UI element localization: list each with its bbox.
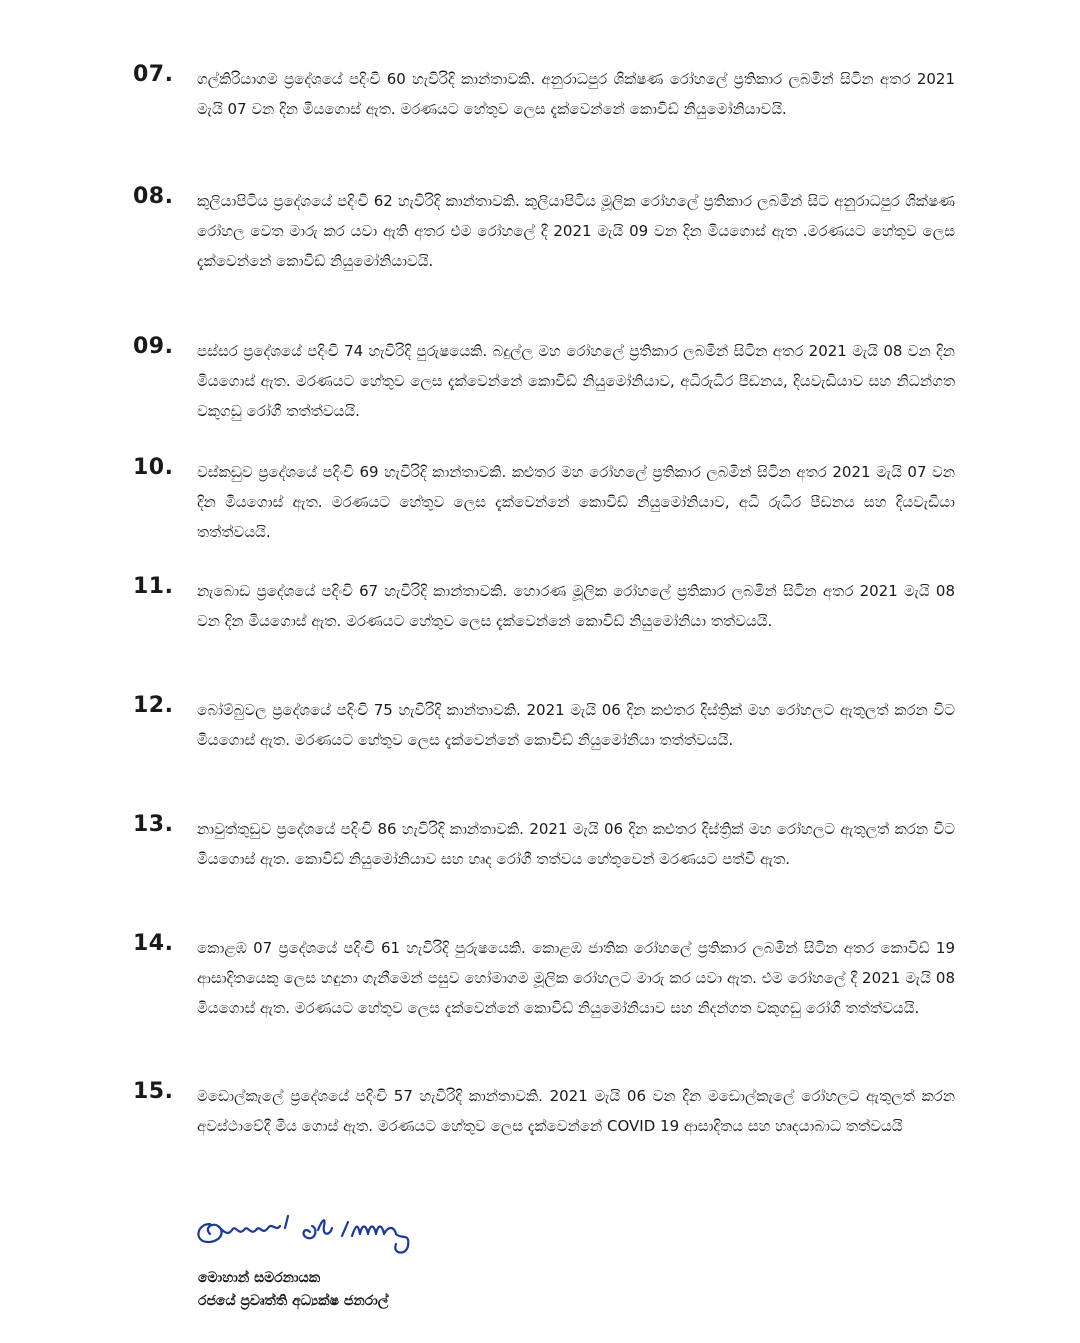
item-text: ගල්කිරියාගම ප්‍රදේශයේ පදිංචි 60 හැවිරිදි කාන්තාවකි. අනුරාධපුර ශික්ෂණ රෝහලේ ප්‍රතිකාර ලබමින් සිටින අතර 2021 මැයි 07 වන දින මියගොස් ඇත. මරණයට හේතුව ලෙස දැක්වෙන්නේ කොවිඩ් නියුමෝනියාවයි. <box>197 70 955 118</box>
item-number: 14. <box>133 931 174 956</box>
item-text: පස්සර ප්‍රදේශයේ පදිංචි 74 හැවිරිදි පුරුෂයෙකි. බදුල්ල මහ රෝහලේ ප්‍රතිකාර ලබමින් සිටින අතර 2021 මැයි 08 වන දින මියගොස් ඇත. මරණයට හේතුව ලෙස දැක්වෙන්නේ කොවිඩ් නියුමෝනියාව, අධිරුධිර පීඩනය, දියවැඩියාව සහ නිධන්ගත වකුගඩු රෝගී තත්ත්වයයි. <box>197 342 955 420</box>
signatory-name: මොහාන් සමරනායක <box>198 1270 321 1286</box>
item-number: 15. <box>133 1079 174 1104</box>
item-text: බෝම්බුවල ප්‍රදේශයේ පදිංචි 75 හැවිරිදි කාන්තාවකි. 2021 මැයි 06 දින කළුතර දිස්ත්‍රික් මහ රෝහලට ඇතුලත් කරන විට මියගොස් ඇත. මරණයට හේතුව ලෙස දැක්වෙන්නේ කොවිඩ් නියුමෝනියා තත්ත්වයයි. <box>197 701 955 749</box>
item-number: 07. <box>133 62 174 87</box>
item-text: වස්කඩුව ප්‍රදේශයේ පදිංචි 69 හැවිරිදි කාන්තාවකි. කළුතර මහ රෝහලේ ප්‍රතිකාර ලබමින් සිටින අතර 2021 මැයි 07 වන දින මියගොස් ඇත. මරණයට හේතුව ලෙස දැක්වෙන්නේ කොවිඩ් නියුමෝනියාව, අධි රුධිර පීඩනය සහ දියවැඩියා තත්ත්වයයි. <box>197 463 955 541</box>
item-text: නාවුත්තුඩුව ප්‍රදේශයේ පදිංචි 86 හැවිරිදි කාන්තාවකි. 2021 මැයි 06 දින කළුතර දිස්ත්‍රික් මහ රෝහලට ඇතුලත් කරන විට මියගොස් ඇත. කොවිඩ් නියුමෝනියාව සහ හෘද රෝගී තත්වය හේතුවෙන් මරණයට පත්වී ඇත. <box>197 820 955 868</box>
item-number: 08. <box>133 184 174 209</box>
item-text: කොළඹ 07 ප්‍රදේශයේ පදිංචි 61 හැවිරිදි පුරුෂයෙකි. කොළඹ ජාතික රෝහලේ ප්‍රතිකාර ලබමින් සිටින අතර කොවිඩ් 19 ආසාදිතයෙකු ලෙස හඳුනා ගැනීමෙන් පසුව හෝමාගම මූලික රෝහලට මාරු කර යවා ඇත. එම රෝහලේ දී 2021 මැයි 08 මියගොස් ඇත. මරණයට හේතුව ලෙස දැක්වෙන්නේ කොවිඩ් නියුමෝනියාව සහ නිදන්ගත වකුගඩු රෝගී තත්ත්වයයි. <box>197 939 955 1017</box>
item-number: 11. <box>133 574 174 599</box>
item-number: 09. <box>133 334 174 359</box>
item-text: කුලියාපිටිය ප්‍රදේශයේ පදිංචි 62 හැවිරිදි කාන්තාවකි. කුලියාපිටිය මූලික රෝහලේ ප්‍රතිකාර ලබමින් සිට අනුරාධපුර ශික්ෂණ රෝහල වෙත මාරු කර යවා ඇති අතර එම රෝහලේ දී 2021 මැයි 09 වන දින මියගොස් ඇත .මරණයට හේතුව ලෙස දැක්වෙන්නේ කොවිඩ් නියුමෝනියාවයි. <box>197 192 955 270</box>
item-number: 12. <box>133 693 174 718</box>
item-text: නැබොඩ ප්‍රදේශයේ පදිංචි 67 හැවිරිදි කාන්තාවකි. හොරණ මූලික රෝහලේ ප්‍රතිකාර ලබමින් සිටින අතර 2021 මැයි 08 වන දින මියගොස් ඇත. මරණයට හේතුව ලෙස දැක්වෙන්නේ කොවිඩ් නියුමෝනියා තත්වයයි. <box>197 582 955 630</box>
item-number: 10. <box>133 455 174 480</box>
handwritten-signature <box>192 1202 482 1258</box>
item-text: මඩොල්කැලේ ප්‍රදේශයේ පදිංචි 57 හැවිරිදි කාන්තාවකි. 2021 මැයි 06 වන දින මඩොල්කැලේ රෝහලට ඇතුලත් කරන අවස්ථාවේදී මිය ගොස් ඇත. මරණයට හේතුව ලෙස දැක්වෙන්නේ COVID 19 ආසාදිතය සහ හෘදයාබාධ තත්වයයි <box>197 1087 955 1135</box>
item-number: 13. <box>133 812 174 837</box>
signatory-title: රජයේ ප්‍රවෘත්ති අධ්‍යක්ෂ ජනරාල් <box>198 1293 389 1309</box>
